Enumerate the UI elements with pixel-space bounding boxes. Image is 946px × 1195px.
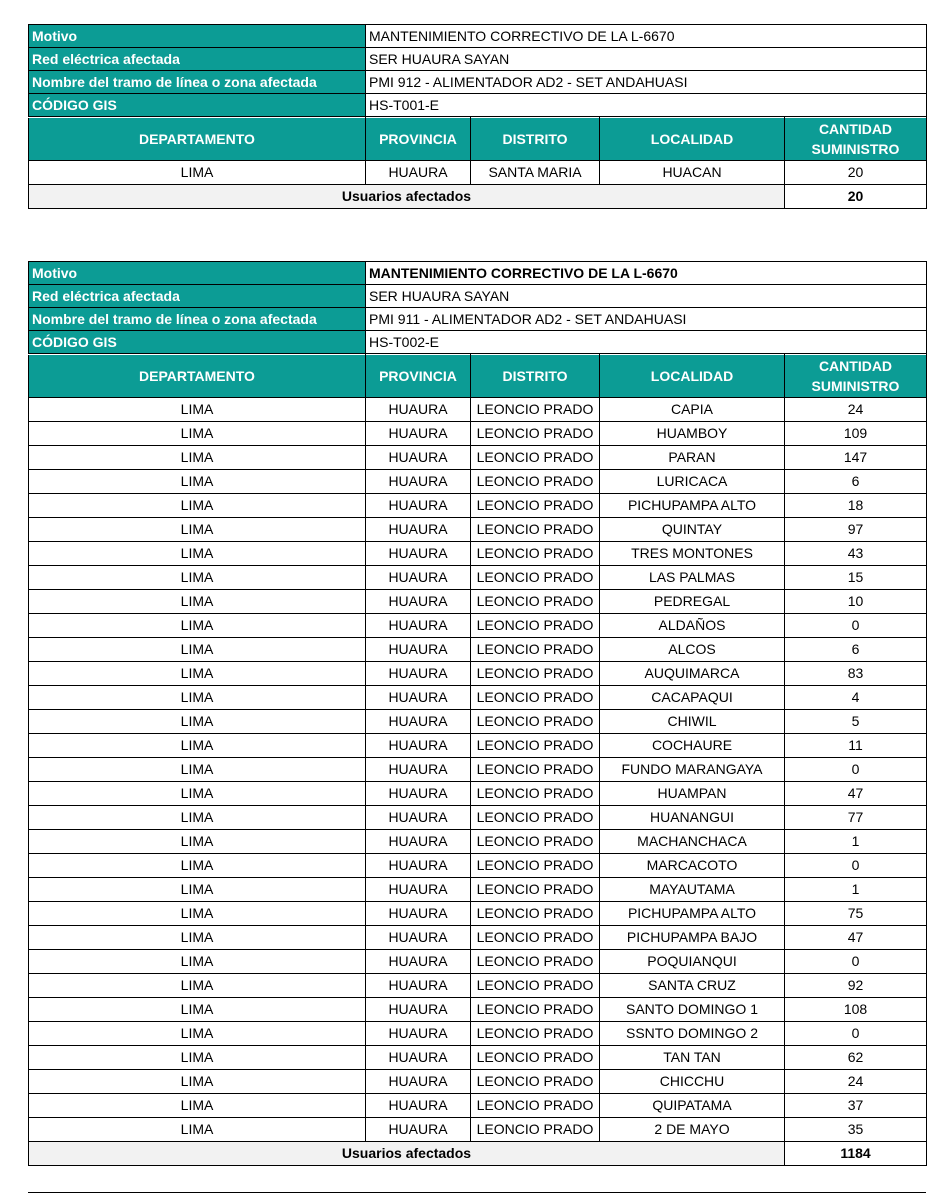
- cantidad-cell: 5: [785, 710, 927, 734]
- cantidad-cell: 0: [785, 1022, 927, 1046]
- table-row: [29, 422, 927, 446]
- table-row: [29, 998, 927, 1022]
- provincia-cell: HUAURA: [366, 590, 471, 614]
- table-row: [29, 830, 927, 854]
- distrito-cell: LEONCIO PRADO: [471, 494, 600, 518]
- table-row: [29, 446, 927, 470]
- localidad-cell: TRES MONTONES: [600, 542, 785, 566]
- distrito-cell: LEONCIO PRADO: [471, 614, 600, 638]
- red-label: Red eléctrica afectada: [29, 285, 366, 308]
- gis-value: HS-T002-E: [366, 331, 927, 354]
- distrito-cell: LEONCIO PRADO: [471, 830, 600, 854]
- provincia-cell: HUAURA: [366, 470, 471, 494]
- table-row: [29, 470, 927, 494]
- departamento-cell: LIMA: [29, 446, 366, 470]
- total-label: Usuarios afectados: [29, 185, 785, 209]
- cantidad-cell: 83: [785, 662, 927, 686]
- distrito-cell: LEONCIO PRADO: [471, 590, 600, 614]
- departamento-cell: LIMA: [29, 878, 366, 902]
- provincia-cell: HUAURA: [366, 1118, 471, 1142]
- tramo-value: PMI 911 - ALIMENTADOR AD2 - SET ANDAHUASI: [366, 308, 927, 331]
- col-localidad: LOCALIDAD: [600, 355, 785, 398]
- distrito-cell: LEONCIO PRADO: [471, 1094, 600, 1118]
- table-row: [29, 1046, 927, 1070]
- supply-table: [28, 354, 927, 1166]
- table-row: [29, 950, 927, 974]
- tramo-label: Nombre del tramo de línea o zona afectada: [29, 71, 366, 94]
- cantidad-cell: 43: [785, 542, 927, 566]
- table-row: [29, 638, 927, 662]
- provincia-cell: HUAURA: [366, 542, 471, 566]
- localidad-cell: POQUIANQUI: [600, 950, 785, 974]
- distrito-cell: LEONCIO PRADO: [471, 446, 600, 470]
- localidad-cell: PICHUPAMPA BAJO: [600, 926, 785, 950]
- departamento-cell: LIMA: [29, 1094, 366, 1118]
- provincia-cell: HUAURA: [366, 398, 471, 422]
- departamento-cell: LIMA: [29, 1022, 366, 1046]
- departamento-cell: LIMA: [29, 974, 366, 998]
- localidad-cell: HUAMPAN: [600, 782, 785, 806]
- departamento-cell: LIMA: [29, 734, 366, 758]
- distrito-cell: LEONCIO PRADO: [471, 422, 600, 446]
- cantidad-cell: 11: [785, 734, 927, 758]
- provincia-cell: HUAURA: [366, 662, 471, 686]
- red-value: SER HUAURA SAYAN: [366, 48, 927, 71]
- distrito-cell: LEONCIO PRADO: [471, 470, 600, 494]
- cantidad-cell: 18: [785, 494, 927, 518]
- provincia-cell: HUAURA: [366, 1094, 471, 1118]
- distrito-cell: LEONCIO PRADO: [471, 926, 600, 950]
- cantidad-cell: 0: [785, 854, 927, 878]
- distrito-cell: LEONCIO PRADO: [471, 566, 600, 590]
- provincia-cell: HUAURA: [366, 518, 471, 542]
- cantidad-cell: 97: [785, 518, 927, 542]
- provincia-cell: HUAURA: [366, 161, 471, 185]
- info-table: [28, 24, 927, 117]
- cantidad-cell: 92: [785, 974, 927, 998]
- provincia-cell: HUAURA: [366, 1046, 471, 1070]
- provincia-cell: HUAURA: [366, 974, 471, 998]
- distrito-cell: LEONCIO PRADO: [471, 758, 600, 782]
- distrito-cell: LEONCIO PRADO: [471, 398, 600, 422]
- column-header-row: [29, 355, 927, 398]
- cantidad-cell: 62: [785, 1046, 927, 1070]
- provincia-cell: HUAURA: [366, 734, 471, 758]
- cantidad-cell: 37: [785, 1094, 927, 1118]
- localidad-cell: ALDAÑOS: [600, 614, 785, 638]
- localidad-cell: HUANANGUI: [600, 806, 785, 830]
- provincia-cell: HUAURA: [366, 950, 471, 974]
- localidad-cell: MACHANCHACA: [600, 830, 785, 854]
- departamento-cell: LIMA: [29, 902, 366, 926]
- col-provincia: PROVINCIA: [366, 355, 471, 398]
- localidad-cell: COCHAURE: [600, 734, 785, 758]
- departamento-cell: LIMA: [29, 1118, 366, 1142]
- provincia-cell: HUAURA: [366, 614, 471, 638]
- table-row: [29, 161, 927, 185]
- cantidad-cell: 35: [785, 1118, 927, 1142]
- localidad-cell: SANTA CRUZ: [600, 974, 785, 998]
- departamento-cell: LIMA: [29, 1046, 366, 1070]
- localidad-cell: AUQUIMARCA: [600, 662, 785, 686]
- table-row: [29, 1118, 927, 1142]
- table-row: [29, 902, 927, 926]
- tramo-value: PMI 912 - ALIMENTADOR AD2 - SET ANDAHUASI: [366, 71, 927, 94]
- info-row-motivo: [29, 262, 927, 285]
- cantidad-cell: 0: [785, 614, 927, 638]
- departamento-cell: LIMA: [29, 542, 366, 566]
- cantidad-cell: 4: [785, 686, 927, 710]
- provincia-cell: HUAURA: [366, 854, 471, 878]
- departamento-cell: LIMA: [29, 686, 366, 710]
- distrito-cell: LEONCIO PRADO: [471, 902, 600, 926]
- gis-label: CÓDIGO GIS: [29, 94, 366, 117]
- motivo-label: Motivo: [29, 25, 366, 48]
- departamento-cell: LIMA: [29, 494, 366, 518]
- localidad-cell: CACAPAQUI: [600, 686, 785, 710]
- distrito-cell: LEONCIO PRADO: [471, 686, 600, 710]
- motivo-value: MANTENIMIENTO CORRECTIVO DE LA L-6670: [366, 262, 927, 285]
- localidad-cell: SANTO DOMINGO 1: [600, 998, 785, 1022]
- table-row: [29, 542, 927, 566]
- cantidad-cell: 6: [785, 638, 927, 662]
- localidad-cell: MARCACOTO: [600, 854, 785, 878]
- departamento-cell: LIMA: [29, 710, 366, 734]
- table-row: [29, 662, 927, 686]
- outage-block-1: [28, 24, 926, 209]
- provincia-cell: HUAURA: [366, 902, 471, 926]
- table-row: [29, 758, 927, 782]
- localidad-cell: TAN TAN: [600, 1046, 785, 1070]
- provincia-cell: HUAURA: [366, 494, 471, 518]
- motivo-label: Motivo: [29, 262, 366, 285]
- provincia-cell: HUAURA: [366, 806, 471, 830]
- departamento-cell: LIMA: [29, 830, 366, 854]
- table-row: [29, 590, 927, 614]
- localidad-cell: PICHUPAMPA ALTO: [600, 902, 785, 926]
- provincia-cell: HUAURA: [366, 422, 471, 446]
- localidad-cell: LURICACA: [600, 470, 785, 494]
- provincia-cell: HUAURA: [366, 638, 471, 662]
- localidad-cell: QUIPATAMA: [600, 1094, 785, 1118]
- total-value: 20: [785, 185, 927, 209]
- localidad-cell: PEDREGAL: [600, 590, 785, 614]
- col-cantidad: CANTIDAD SUMINISTRO: [785, 355, 927, 398]
- info-row-motivo: [29, 25, 927, 48]
- gis-value: HS-T001-E: [366, 94, 927, 117]
- departamento-cell: LIMA: [29, 782, 366, 806]
- departamento-cell: LIMA: [29, 854, 366, 878]
- provincia-cell: HUAURA: [366, 878, 471, 902]
- info-row-gis: [29, 94, 927, 117]
- localidad-cell: ALCOS: [600, 638, 785, 662]
- departamento-cell: LIMA: [29, 566, 366, 590]
- cantidad-cell: 77: [785, 806, 927, 830]
- provincia-cell: HUAURA: [366, 926, 471, 950]
- localidad-cell: CHICCHU: [600, 1070, 785, 1094]
- table-row: [29, 1022, 927, 1046]
- departamento-cell: LIMA: [29, 398, 366, 422]
- gis-label: CÓDIGO GIS: [29, 331, 366, 354]
- departamento-cell: LIMA: [29, 161, 366, 185]
- localidad-cell: HUAMBOY: [600, 422, 785, 446]
- distrito-cell: LEONCIO PRADO: [471, 998, 600, 1022]
- info-row-red: [29, 48, 927, 71]
- info-row-red: [29, 285, 927, 308]
- departamento-cell: LIMA: [29, 638, 366, 662]
- localidad-cell: CHIWIL: [600, 710, 785, 734]
- col-localidad: LOCALIDAD: [600, 118, 785, 161]
- distrito-cell: LEONCIO PRADO: [471, 542, 600, 566]
- provincia-cell: HUAURA: [366, 782, 471, 806]
- red-value: SER HUAURA SAYAN: [366, 285, 927, 308]
- outage-block-2: [28, 261, 926, 1166]
- provincia-cell: HUAURA: [366, 566, 471, 590]
- cantidad-cell: 1: [785, 878, 927, 902]
- col-cantidad: CANTIDAD SUMINISTRO: [785, 118, 927, 161]
- distrito-cell: LEONCIO PRADO: [471, 806, 600, 830]
- distrito-cell: LEONCIO PRADO: [471, 950, 600, 974]
- distrito-cell: LEONCIO PRADO: [471, 782, 600, 806]
- distrito-cell: LEONCIO PRADO: [471, 974, 600, 998]
- info-row-gis: [29, 331, 927, 354]
- table-row: [29, 398, 927, 422]
- localidad-cell: QUINTAY: [600, 518, 785, 542]
- info-row-tramo: [29, 308, 927, 331]
- departamento-cell: LIMA: [29, 1070, 366, 1094]
- table-row: [29, 1094, 927, 1118]
- table-row: [29, 518, 927, 542]
- distrito-cell: LEONCIO PRADO: [471, 518, 600, 542]
- total-row: [29, 1142, 927, 1166]
- localidad-cell: MAYAUTAMA: [600, 878, 785, 902]
- cantidad-cell: 0: [785, 950, 927, 974]
- cantidad-cell: 109: [785, 422, 927, 446]
- col-departamento: DEPARTAMENTO: [29, 355, 366, 398]
- cantidad-cell: 47: [785, 926, 927, 950]
- table-row: [29, 710, 927, 734]
- cantidad-cell: 10: [785, 590, 927, 614]
- cantidad-cell: 24: [785, 398, 927, 422]
- distrito-cell: LEONCIO PRADO: [471, 710, 600, 734]
- red-label: Red eléctrica afectada: [29, 48, 366, 71]
- distrito-cell: SANTA MARIA: [471, 161, 600, 185]
- table-row: [29, 854, 927, 878]
- distrito-cell: LEONCIO PRADO: [471, 638, 600, 662]
- provincia-cell: HUAURA: [366, 830, 471, 854]
- col-provincia: PROVINCIA: [366, 118, 471, 161]
- table-body: [29, 161, 927, 185]
- table-row: [29, 1070, 927, 1094]
- distrito-cell: LEONCIO PRADO: [471, 1070, 600, 1094]
- departamento-cell: LIMA: [29, 950, 366, 974]
- departamento-cell: LIMA: [29, 758, 366, 782]
- table-row: [29, 878, 927, 902]
- localidad-cell: HUACAN: [600, 161, 785, 185]
- cantidad-cell: 20: [785, 161, 927, 185]
- departamento-cell: LIMA: [29, 998, 366, 1022]
- departamento-cell: LIMA: [29, 806, 366, 830]
- distrito-cell: LEONCIO PRADO: [471, 1046, 600, 1070]
- total-row: [29, 185, 927, 209]
- provincia-cell: HUAURA: [366, 686, 471, 710]
- departamento-cell: LIMA: [29, 518, 366, 542]
- cantidad-cell: 0: [785, 758, 927, 782]
- cantidad-cell: 108: [785, 998, 927, 1022]
- cantidad-cell: 1: [785, 830, 927, 854]
- provincia-cell: HUAURA: [366, 446, 471, 470]
- cantidad-cell: 24: [785, 1070, 927, 1094]
- table-row: [29, 566, 927, 590]
- localidad-cell: PARAN: [600, 446, 785, 470]
- table-row: [29, 806, 927, 830]
- tramo-label: Nombre del tramo de línea o zona afectada: [29, 308, 366, 331]
- provincia-cell: HUAURA: [366, 710, 471, 734]
- info-row-tramo: [29, 71, 927, 94]
- column-header-row: [29, 118, 927, 161]
- provincia-cell: HUAURA: [366, 1022, 471, 1046]
- provincia-cell: HUAURA: [366, 1070, 471, 1094]
- departamento-cell: LIMA: [29, 614, 366, 638]
- table-row: [29, 974, 927, 998]
- supply-table: [28, 117, 927, 209]
- table-row: [29, 926, 927, 950]
- distrito-cell: LEONCIO PRADO: [471, 662, 600, 686]
- distrito-cell: LEONCIO PRADO: [471, 854, 600, 878]
- localidad-cell: FUNDO MARANGAYA: [600, 758, 785, 782]
- cantidad-cell: 75: [785, 902, 927, 926]
- distrito-cell: LEONCIO PRADO: [471, 878, 600, 902]
- provincia-cell: HUAURA: [366, 998, 471, 1022]
- localidad-cell: SSNTO DOMINGO 2: [600, 1022, 785, 1046]
- cantidad-cell: 6: [785, 470, 927, 494]
- total-label: Usuarios afectados: [29, 1142, 785, 1166]
- info-table: [28, 261, 927, 354]
- col-departamento: DEPARTAMENTO: [29, 118, 366, 161]
- cantidad-cell: 47: [785, 782, 927, 806]
- distrito-cell: LEONCIO PRADO: [471, 1022, 600, 1046]
- table-row: [29, 782, 927, 806]
- distrito-cell: LEONCIO PRADO: [471, 1118, 600, 1142]
- page-divider: [28, 1192, 926, 1193]
- localidad-cell: CAPIA: [600, 398, 785, 422]
- cantidad-cell: 147: [785, 446, 927, 470]
- total-value: 1184: [785, 1142, 927, 1166]
- departamento-cell: LIMA: [29, 662, 366, 686]
- departamento-cell: LIMA: [29, 422, 366, 446]
- provincia-cell: HUAURA: [366, 758, 471, 782]
- table-row: [29, 494, 927, 518]
- table-row: [29, 686, 927, 710]
- col-distrito: DISTRITO: [471, 355, 600, 398]
- departamento-cell: LIMA: [29, 926, 366, 950]
- col-distrito: DISTRITO: [471, 118, 600, 161]
- departamento-cell: LIMA: [29, 470, 366, 494]
- localidad-cell: LAS PALMAS: [600, 566, 785, 590]
- localidad-cell: 2 DE MAYO: [600, 1118, 785, 1142]
- departamento-cell: LIMA: [29, 590, 366, 614]
- table-row: [29, 614, 927, 638]
- cantidad-cell: 15: [785, 566, 927, 590]
- motivo-value: MANTENIMIENTO CORRECTIVO DE LA L-6670: [366, 25, 927, 48]
- distrito-cell: LEONCIO PRADO: [471, 734, 600, 758]
- localidad-cell: PICHUPAMPA ALTO: [600, 494, 785, 518]
- table-row: [29, 734, 927, 758]
- table-body: [29, 398, 927, 1142]
